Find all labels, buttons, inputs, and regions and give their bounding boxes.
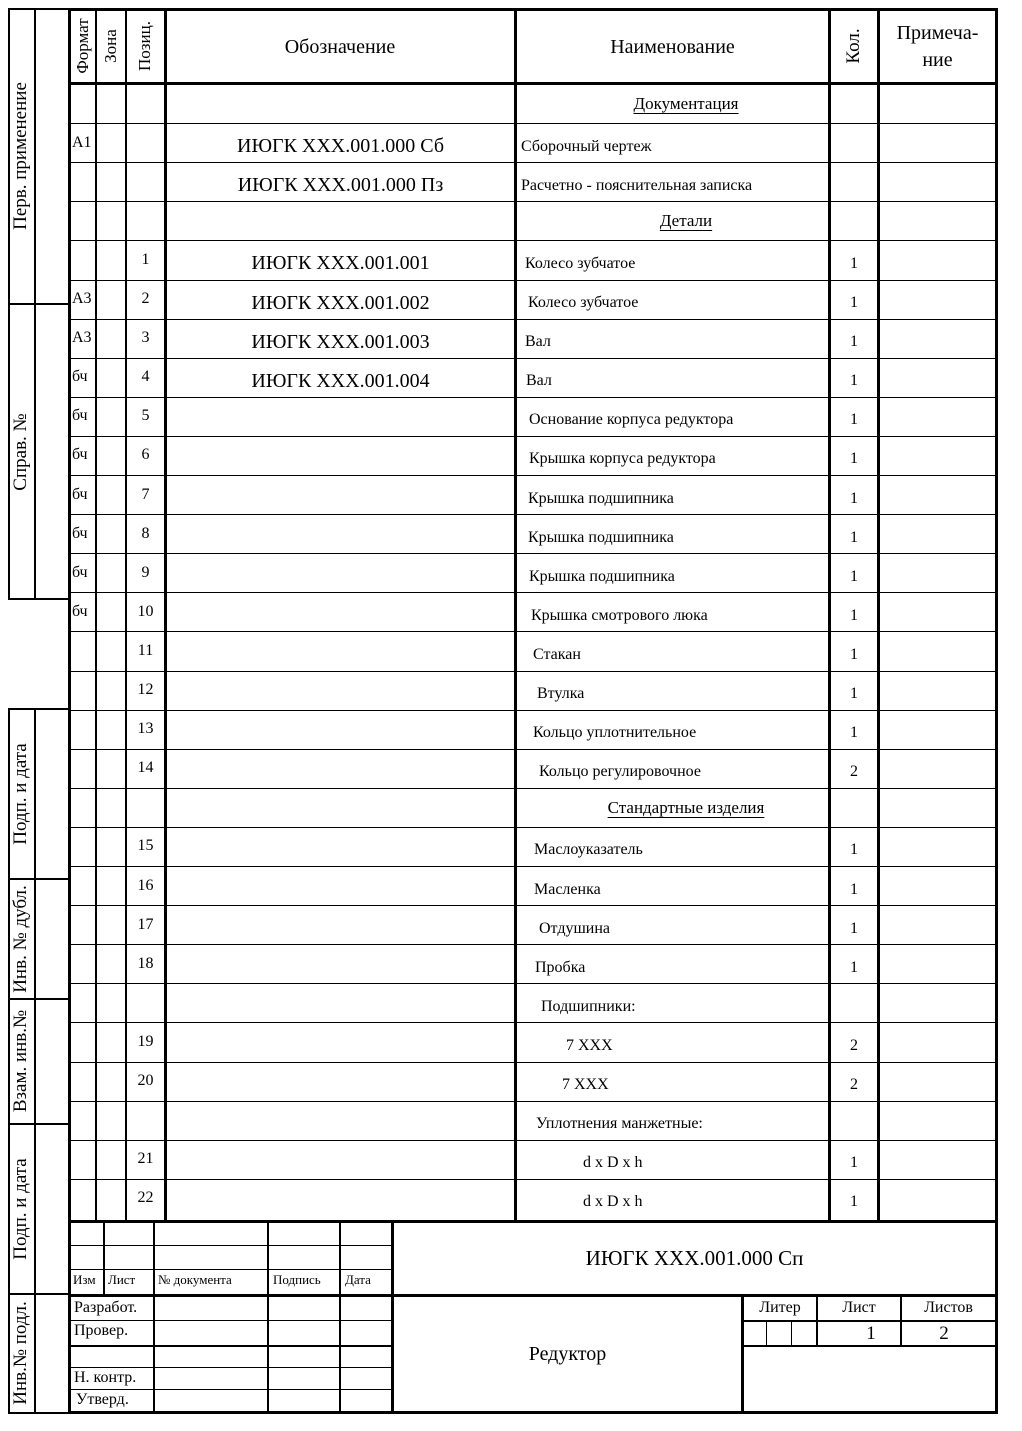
side-border xyxy=(8,708,70,710)
row-qty: 1 xyxy=(850,958,858,976)
doc-code: ИЮГК XXX.001.000 Сп xyxy=(585,1246,804,1270)
side-border xyxy=(8,8,70,10)
row-name: d x D x h xyxy=(583,1193,643,1211)
row-name: d x D x h xyxy=(583,1154,643,1172)
row-name: Крышка подшипника xyxy=(528,528,674,546)
row-position: 10 xyxy=(137,602,154,620)
row-name: Колесо зубчатое xyxy=(525,254,636,272)
row-format: бч xyxy=(72,524,88,542)
row-designation xyxy=(167,475,514,518)
tb-line xyxy=(267,1220,269,1413)
row-name: Маслоуказатель xyxy=(534,841,643,859)
row-position: 18 xyxy=(137,954,154,972)
row-format: бч xyxy=(72,407,88,425)
row-designation xyxy=(167,671,514,714)
row-designation: ИЮГК XXX.001.003 xyxy=(251,330,430,353)
tb-prover: Провер. xyxy=(74,1322,129,1339)
tb-line xyxy=(153,1220,155,1413)
tb-line xyxy=(766,1320,767,1346)
row-designation xyxy=(167,944,514,987)
side-border xyxy=(8,998,70,1000)
row-qty: 1 xyxy=(850,489,858,507)
row-qty: 1 xyxy=(850,528,858,546)
row-position: 4 xyxy=(141,368,150,386)
row-qty xyxy=(831,123,877,166)
row-format: бч xyxy=(72,563,88,581)
row-qty: 1 xyxy=(850,1193,858,1211)
tb-n-kontr: Н. контр. xyxy=(74,1369,137,1386)
tb-n-dokumenta: № документа xyxy=(158,1272,232,1287)
row-designation: ИЮГК XXX.001.001 xyxy=(251,252,430,275)
tb-line xyxy=(68,1320,392,1321)
row-position xyxy=(127,162,164,201)
row-qty: 1 xyxy=(850,254,858,272)
product-name: Редуктор xyxy=(528,1342,607,1365)
section-title: Документация xyxy=(633,94,739,113)
row-qty xyxy=(831,788,877,831)
tb-liter: Литер xyxy=(759,1299,801,1316)
row-position: 8 xyxy=(141,524,150,542)
stamp-vzam-inv: Взам. инв.№ xyxy=(10,1009,31,1113)
row-qty: 1 xyxy=(850,333,858,351)
row-qty xyxy=(831,983,877,1026)
side-border xyxy=(8,303,70,305)
side-border xyxy=(8,1412,70,1414)
tb-line xyxy=(68,1345,392,1347)
row-name: Пробка xyxy=(535,958,586,976)
row-qty: 1 xyxy=(850,606,858,624)
row-qty: 1 xyxy=(850,880,858,898)
tb-sheets-value: 2 xyxy=(939,1322,949,1344)
row-position xyxy=(127,84,164,123)
row-designation xyxy=(167,983,514,1026)
row-designation xyxy=(167,827,514,870)
row-position xyxy=(127,1101,164,1140)
tb-data: Дата xyxy=(345,1272,371,1287)
row-position: 7 xyxy=(141,485,150,503)
row-position: 5 xyxy=(141,407,150,425)
tb-sheets-label: Листов xyxy=(924,1299,973,1316)
tb-utverd: Утверд. xyxy=(76,1391,129,1408)
row-designation xyxy=(167,592,514,635)
row-name: Крышка смотрового люка xyxy=(531,606,708,624)
stamp-inv-podl: Инв.№ подл. xyxy=(10,1301,31,1405)
row-position: 19 xyxy=(137,1032,154,1050)
row-name: Кольцо регулировочное xyxy=(539,763,701,781)
row-qty: 1 xyxy=(850,411,858,429)
row-designation: ИЮГК XXX.001.000 Сб xyxy=(237,135,444,158)
row-position: 1 xyxy=(141,250,150,268)
side-border xyxy=(34,708,36,1414)
row-qty xyxy=(831,84,877,127)
row-name: Крышка подшипника xyxy=(529,567,675,585)
side-border xyxy=(8,878,70,880)
row-position: 6 xyxy=(141,446,150,464)
row-position xyxy=(127,201,164,240)
row-qty: 1 xyxy=(850,645,858,663)
header-primechanie-2: ние xyxy=(922,49,953,71)
row-qty: 1 xyxy=(850,567,858,585)
tb-line xyxy=(103,1220,105,1295)
row-name: Основание корпуса редуктора xyxy=(529,411,734,429)
col-line xyxy=(877,8,880,1222)
header-oboznachenie: Обозначение xyxy=(284,35,396,58)
row-format: А3 xyxy=(72,329,92,347)
header-pozic: Позиц. xyxy=(135,21,154,71)
row-designation xyxy=(167,631,514,674)
row-designation xyxy=(167,866,514,909)
row-position: 13 xyxy=(137,720,154,738)
row-designation: ИЮГК XXX.001.002 xyxy=(251,291,430,314)
stamp-sprav-no: Справ. № xyxy=(10,413,31,491)
tb-line xyxy=(339,1220,341,1413)
row-name: 7 XXX xyxy=(562,1076,609,1094)
row-name: Сборочный чертеж xyxy=(521,137,652,155)
row-name: Расчетно - пояснительная записка xyxy=(521,176,753,194)
row-qty: 1 xyxy=(850,724,858,742)
tb-line xyxy=(68,1389,392,1390)
row-designation xyxy=(167,1022,514,1065)
row-designation xyxy=(167,1062,514,1105)
tb-sheet-value: 1 xyxy=(866,1322,876,1344)
row-format: А3 xyxy=(72,290,92,308)
row-format: бч xyxy=(72,602,88,620)
side-border xyxy=(8,598,70,600)
row-name: Масленка xyxy=(534,880,601,898)
tb-line xyxy=(68,1269,392,1270)
tb-line xyxy=(68,1367,392,1368)
row-position xyxy=(127,788,164,827)
row-qty: 2 xyxy=(850,1036,858,1054)
stamp-inv-dubl: Инв. № дубл. xyxy=(10,885,31,993)
side-border xyxy=(8,1123,70,1125)
row-designation xyxy=(167,436,514,479)
row-name: Кольцо уплотнительное xyxy=(533,724,697,742)
tb-podpis: Подпись xyxy=(273,1272,321,1287)
tb-izm: Изм xyxy=(73,1272,96,1287)
row-designation xyxy=(167,201,514,244)
row-position: 16 xyxy=(137,876,154,894)
tb-line xyxy=(791,1320,792,1346)
row-position: 22 xyxy=(137,1189,154,1207)
row-qty: 1 xyxy=(850,685,858,703)
section-title: Детали xyxy=(659,211,713,231)
tb-line xyxy=(68,1245,392,1246)
row-name: Втулка xyxy=(537,685,585,703)
row-format: бч xyxy=(72,446,88,464)
row-designation xyxy=(167,710,514,753)
row-position: 20 xyxy=(137,1072,154,1090)
row-format: А1 xyxy=(72,133,92,151)
row-designation xyxy=(167,397,514,440)
row-qty xyxy=(831,162,877,205)
col-line xyxy=(514,8,517,1222)
row-designation xyxy=(167,788,514,831)
row-name: Подшипники: xyxy=(541,997,636,1015)
row-qty: 1 xyxy=(850,450,858,468)
row-position: 9 xyxy=(141,563,150,581)
row-name: Уплотнения манжетные: xyxy=(536,1115,703,1133)
row-format: бч xyxy=(72,485,88,503)
row-designation xyxy=(167,514,514,557)
header-primechanie-1: Примеча- xyxy=(896,22,979,44)
row-designation xyxy=(167,1140,514,1183)
header-naimenovanie: Наименование xyxy=(610,35,735,58)
row-position: 12 xyxy=(137,681,154,699)
row-position: 15 xyxy=(137,837,154,855)
stamp-podp-data-1: Подп. и дата xyxy=(10,743,31,845)
tb-line xyxy=(741,1345,997,1347)
row-name: Отдушина xyxy=(539,919,611,937)
frame-bottom xyxy=(68,1411,998,1414)
side-border xyxy=(8,1293,70,1295)
header-kol: Кол. xyxy=(843,28,864,64)
row-designation xyxy=(167,749,514,792)
row-position: 3 xyxy=(141,329,150,347)
row-designation xyxy=(167,1101,514,1144)
stamp-perv-primenenie: Перв. применение xyxy=(10,82,31,230)
row-name: Колесо зубчатое xyxy=(528,294,639,312)
row-qty: 1 xyxy=(850,372,858,390)
header-format: Формат xyxy=(73,18,92,74)
stamp-podp-data-2: Подп. и дата xyxy=(10,1158,31,1260)
section-title: Стандартные изделия xyxy=(607,797,765,817)
row-name: Вал xyxy=(526,372,552,390)
frame-right xyxy=(995,8,998,1414)
row-qty xyxy=(831,201,877,244)
row-qty: 1 xyxy=(850,919,858,937)
col-line xyxy=(95,8,97,1222)
row-designation xyxy=(167,905,514,948)
row-position: 2 xyxy=(141,290,150,308)
row-name: Крышка подшипника xyxy=(528,489,674,507)
row-qty: 2 xyxy=(850,1076,858,1094)
row-qty: 2 xyxy=(850,763,858,781)
row-position: 14 xyxy=(137,759,154,777)
row-format: бч xyxy=(72,368,88,386)
row-designation: ИЮГК XXX.001.000 Пз xyxy=(237,174,444,197)
row-position: 21 xyxy=(137,1150,154,1168)
row-name: Крышка корпуса редуктора xyxy=(529,450,716,468)
header-zona: Зона xyxy=(101,29,120,63)
row-qty xyxy=(831,1101,877,1144)
row-position xyxy=(127,123,164,162)
frame-left xyxy=(68,8,71,1414)
row-designation xyxy=(167,84,514,127)
row-qty: 1 xyxy=(850,1154,858,1172)
tb-list: Лист xyxy=(108,1272,136,1287)
tb-razrabot: Разработ. xyxy=(74,1299,138,1316)
row-qty: 1 xyxy=(850,294,858,312)
row-position: 11 xyxy=(137,641,154,659)
row-designation: ИЮГК XXX.001.004 xyxy=(251,369,430,392)
row-position xyxy=(127,983,164,1022)
row-name: Вал xyxy=(525,333,551,351)
tb-sheet-label: Лист xyxy=(842,1299,876,1316)
row-designation xyxy=(167,1179,514,1222)
row-position: 17 xyxy=(137,915,154,933)
row-name: Стакан xyxy=(533,645,581,663)
row-name: 7 XXX xyxy=(566,1036,613,1054)
row-designation xyxy=(167,553,514,596)
row-qty: 1 xyxy=(850,841,858,859)
